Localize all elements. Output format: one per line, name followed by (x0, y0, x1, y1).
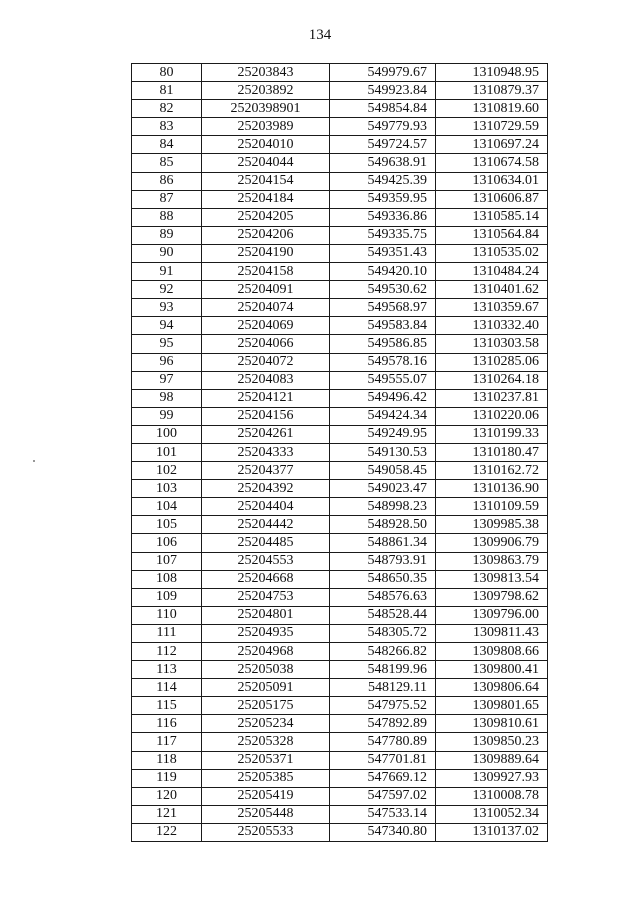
x-coordinate-cell: 548576.63 (330, 588, 436, 606)
point-number-cell: 93 (132, 299, 202, 317)
table-row (132, 244, 548, 262)
table-row (132, 661, 548, 679)
x-coordinate-cell: 548861.34 (330, 534, 436, 552)
point-code-cell: 25204968 (202, 643, 330, 661)
point-number-cell: 86 (132, 172, 202, 190)
scan-speck (33, 460, 35, 462)
point-number-cell: 91 (132, 263, 202, 281)
x-coordinate-cell: 549336.86 (330, 208, 436, 226)
table-row (132, 751, 548, 769)
table-row (132, 100, 548, 118)
point-code-cell: 25204066 (202, 335, 330, 353)
point-code-cell: 25204404 (202, 498, 330, 516)
point-code-cell: 25203892 (202, 82, 330, 100)
point-number-cell: 108 (132, 570, 202, 588)
y-coordinate-cell: 1309889.64 (436, 751, 548, 769)
y-coordinate-cell: 1310303.58 (436, 335, 548, 353)
point-code-cell: 25204553 (202, 552, 330, 570)
point-number-cell: 87 (132, 190, 202, 208)
y-coordinate-cell: 1309796.00 (436, 606, 548, 624)
y-coordinate-cell: 1310564.84 (436, 226, 548, 244)
point-number-cell: 101 (132, 443, 202, 461)
x-coordinate-cell: 549424.34 (330, 407, 436, 425)
x-coordinate-cell: 549130.53 (330, 443, 436, 461)
y-coordinate-cell: 1310674.58 (436, 154, 548, 172)
point-number-cell: 107 (132, 552, 202, 570)
point-code-cell: 25204668 (202, 570, 330, 588)
y-coordinate-cell: 1310359.67 (436, 299, 548, 317)
y-coordinate-cell: 1310484.24 (436, 263, 548, 281)
coordinates-table-body (132, 64, 548, 842)
point-code-cell: 25205385 (202, 769, 330, 787)
point-code-cell: 25204261 (202, 425, 330, 443)
x-coordinate-cell: 547701.81 (330, 751, 436, 769)
point-code-cell: 25205448 (202, 805, 330, 823)
point-number-cell: 95 (132, 335, 202, 353)
point-code-cell: 25204074 (202, 299, 330, 317)
table-row (132, 172, 548, 190)
point-code-cell: 25204935 (202, 624, 330, 642)
x-coordinate-cell: 548998.23 (330, 498, 436, 516)
point-number-cell: 90 (132, 244, 202, 262)
table-row (132, 353, 548, 371)
table-row (132, 769, 548, 787)
y-coordinate-cell: 1309811.43 (436, 624, 548, 642)
point-number-cell: 113 (132, 661, 202, 679)
point-code-cell: 25204377 (202, 462, 330, 480)
y-coordinate-cell: 1310606.87 (436, 190, 548, 208)
x-coordinate-cell: 549578.16 (330, 353, 436, 371)
point-code-cell: 25204121 (202, 389, 330, 407)
point-number-cell: 116 (132, 715, 202, 733)
y-coordinate-cell: 1310285.06 (436, 353, 548, 371)
point-code-cell: 25204442 (202, 516, 330, 534)
table-row (132, 588, 548, 606)
point-code-cell: 25205533 (202, 823, 330, 841)
y-coordinate-cell: 1310697.24 (436, 136, 548, 154)
table-row (132, 534, 548, 552)
x-coordinate-cell: 547533.14 (330, 805, 436, 823)
point-code-cell: 25204156 (202, 407, 330, 425)
point-code-cell: 25205038 (202, 661, 330, 679)
point-number-cell: 88 (132, 208, 202, 226)
point-number-cell: 100 (132, 425, 202, 443)
table-row (132, 552, 548, 570)
y-coordinate-cell: 1309798.62 (436, 588, 548, 606)
y-coordinate-cell: 1310008.78 (436, 787, 548, 805)
point-code-cell: 25204069 (202, 317, 330, 335)
point-number-cell: 112 (132, 643, 202, 661)
point-number-cell: 118 (132, 751, 202, 769)
x-coordinate-cell: 549420.10 (330, 263, 436, 281)
y-coordinate-cell: 1309810.61 (436, 715, 548, 733)
x-coordinate-cell: 548928.50 (330, 516, 436, 534)
table-row (132, 371, 548, 389)
point-code-cell: 25205091 (202, 679, 330, 697)
table-row (132, 263, 548, 281)
x-coordinate-cell: 549496.42 (330, 389, 436, 407)
point-code-cell: 25204010 (202, 136, 330, 154)
point-number-cell: 83 (132, 118, 202, 136)
y-coordinate-cell: 1310585.14 (436, 208, 548, 226)
x-coordinate-cell: 549979.67 (330, 64, 436, 82)
x-coordinate-cell: 549724.57 (330, 136, 436, 154)
y-coordinate-cell: 1310180.47 (436, 443, 548, 461)
point-code-cell: 25204072 (202, 353, 330, 371)
x-coordinate-cell: 549249.95 (330, 425, 436, 443)
x-coordinate-cell: 549568.97 (330, 299, 436, 317)
point-code-cell: 25204190 (202, 244, 330, 262)
x-coordinate-cell: 549586.85 (330, 335, 436, 353)
table-row (132, 498, 548, 516)
y-coordinate-cell: 1310535.02 (436, 244, 548, 262)
table-row (132, 407, 548, 425)
y-coordinate-cell: 1309985.38 (436, 516, 548, 534)
x-coordinate-cell: 549425.39 (330, 172, 436, 190)
table-row (132, 823, 548, 841)
point-code-cell: 25204091 (202, 281, 330, 299)
point-number-cell: 85 (132, 154, 202, 172)
point-number-cell: 110 (132, 606, 202, 624)
point-number-cell: 115 (132, 697, 202, 715)
table-row (132, 64, 548, 82)
point-code-cell: 25204753 (202, 588, 330, 606)
point-code-cell: 25205419 (202, 787, 330, 805)
point-code-cell: 25203843 (202, 64, 330, 82)
point-number-cell: 80 (132, 64, 202, 82)
table-row (132, 715, 548, 733)
point-code-cell: 25204083 (202, 371, 330, 389)
table-row (132, 136, 548, 154)
table-row (132, 335, 548, 353)
x-coordinate-cell: 547340.80 (330, 823, 436, 841)
coordinates-table (131, 63, 548, 842)
table-row (132, 697, 548, 715)
table-row (132, 624, 548, 642)
y-coordinate-cell: 1310264.18 (436, 371, 548, 389)
x-coordinate-cell: 549058.45 (330, 462, 436, 480)
point-code-cell: 25204154 (202, 172, 330, 190)
point-code-cell: 25205371 (202, 751, 330, 769)
y-coordinate-cell: 1310401.62 (436, 281, 548, 299)
x-coordinate-cell: 548650.35 (330, 570, 436, 588)
table-row (132, 281, 548, 299)
y-coordinate-cell: 1310634.01 (436, 172, 548, 190)
point-code-cell: 25205234 (202, 715, 330, 733)
y-coordinate-cell: 1310109.59 (436, 498, 548, 516)
y-coordinate-cell: 1310948.95 (436, 64, 548, 82)
table-row (132, 805, 548, 823)
x-coordinate-cell: 548199.96 (330, 661, 436, 679)
x-coordinate-cell: 549638.91 (330, 154, 436, 172)
point-number-cell: 98 (132, 389, 202, 407)
x-coordinate-cell: 549923.84 (330, 82, 436, 100)
x-coordinate-cell: 547892.89 (330, 715, 436, 733)
point-number-cell: 104 (132, 498, 202, 516)
point-number-cell: 119 (132, 769, 202, 787)
x-coordinate-cell: 549555.07 (330, 371, 436, 389)
point-code-cell: 25204206 (202, 226, 330, 244)
x-coordinate-cell: 547597.02 (330, 787, 436, 805)
point-number-cell: 94 (132, 317, 202, 335)
point-number-cell: 111 (132, 624, 202, 642)
point-number-cell: 92 (132, 281, 202, 299)
x-coordinate-cell: 549023.47 (330, 480, 436, 498)
y-coordinate-cell: 1310136.90 (436, 480, 548, 498)
point-code-cell: 25204184 (202, 190, 330, 208)
point-number-cell: 106 (132, 534, 202, 552)
table-row (132, 462, 548, 480)
x-coordinate-cell: 549351.43 (330, 244, 436, 262)
y-coordinate-cell: 1310819.60 (436, 100, 548, 118)
y-coordinate-cell: 1310052.34 (436, 805, 548, 823)
y-coordinate-cell: 1310237.81 (436, 389, 548, 407)
y-coordinate-cell: 1310220.06 (436, 407, 548, 425)
table-row (132, 154, 548, 172)
point-number-cell: 82 (132, 100, 202, 118)
point-code-cell: 25205175 (202, 697, 330, 715)
point-number-cell: 117 (132, 733, 202, 751)
point-code-cell: 25204485 (202, 534, 330, 552)
x-coordinate-cell: 548266.82 (330, 643, 436, 661)
point-code-cell: 25204801 (202, 606, 330, 624)
x-coordinate-cell: 549854.84 (330, 100, 436, 118)
point-number-cell: 97 (132, 371, 202, 389)
x-coordinate-cell: 547669.12 (330, 769, 436, 787)
y-coordinate-cell: 1310332.40 (436, 317, 548, 335)
y-coordinate-cell: 1309850.23 (436, 733, 548, 751)
table-row (132, 606, 548, 624)
point-code-cell: 2520398901 (202, 100, 330, 118)
y-coordinate-cell: 1309863.79 (436, 552, 548, 570)
y-coordinate-cell: 1309927.93 (436, 769, 548, 787)
y-coordinate-cell: 1309808.66 (436, 643, 548, 661)
table-row (132, 82, 548, 100)
table-row (132, 480, 548, 498)
x-coordinate-cell: 548528.44 (330, 606, 436, 624)
point-number-cell: 121 (132, 805, 202, 823)
y-coordinate-cell: 1309813.54 (436, 570, 548, 588)
point-number-cell: 103 (132, 480, 202, 498)
table-row (132, 733, 548, 751)
point-number-cell: 84 (132, 136, 202, 154)
table-row (132, 679, 548, 697)
x-coordinate-cell: 549779.93 (330, 118, 436, 136)
x-coordinate-cell: 548129.11 (330, 679, 436, 697)
x-coordinate-cell: 549359.95 (330, 190, 436, 208)
x-coordinate-cell: 548793.91 (330, 552, 436, 570)
point-code-cell: 25204205 (202, 208, 330, 226)
table-row (132, 787, 548, 805)
point-code-cell: 25204044 (202, 154, 330, 172)
point-number-cell: 105 (132, 516, 202, 534)
table-row (132, 317, 548, 335)
point-number-cell: 120 (132, 787, 202, 805)
y-coordinate-cell: 1310162.72 (436, 462, 548, 480)
table-row (132, 643, 548, 661)
x-coordinate-cell: 549530.62 (330, 281, 436, 299)
point-number-cell: 96 (132, 353, 202, 371)
point-code-cell: 25203989 (202, 118, 330, 136)
point-code-cell: 25205328 (202, 733, 330, 751)
page-number: 134 (308, 27, 332, 43)
x-coordinate-cell: 548305.72 (330, 624, 436, 642)
y-coordinate-cell: 1310729.59 (436, 118, 548, 136)
y-coordinate-cell: 1309906.79 (436, 534, 548, 552)
x-coordinate-cell: 549335.75 (330, 226, 436, 244)
table-row (132, 443, 548, 461)
y-coordinate-cell: 1309800.41 (436, 661, 548, 679)
point-number-cell: 89 (132, 226, 202, 244)
y-coordinate-cell: 1310199.33 (436, 425, 548, 443)
table-row (132, 226, 548, 244)
table-row (132, 190, 548, 208)
point-number-cell: 122 (132, 823, 202, 841)
y-coordinate-cell: 1310137.02 (436, 823, 548, 841)
table-row (132, 389, 548, 407)
point-number-cell: 81 (132, 82, 202, 100)
table-row (132, 299, 548, 317)
point-number-cell: 114 (132, 679, 202, 697)
point-code-cell: 25204392 (202, 480, 330, 498)
table-row (132, 118, 548, 136)
point-number-cell: 99 (132, 407, 202, 425)
table-row (132, 570, 548, 588)
x-coordinate-cell: 547975.52 (330, 697, 436, 715)
y-coordinate-cell: 1310879.37 (436, 82, 548, 100)
x-coordinate-cell: 547780.89 (330, 733, 436, 751)
y-coordinate-cell: 1309801.65 (436, 697, 548, 715)
point-code-cell: 25204333 (202, 443, 330, 461)
point-number-cell: 109 (132, 588, 202, 606)
point-number-cell: 102 (132, 462, 202, 480)
table-row (132, 516, 548, 534)
point-code-cell: 25204158 (202, 263, 330, 281)
table-row (132, 208, 548, 226)
y-coordinate-cell: 1309806.64 (436, 679, 548, 697)
x-coordinate-cell: 549583.84 (330, 317, 436, 335)
table-row (132, 425, 548, 443)
